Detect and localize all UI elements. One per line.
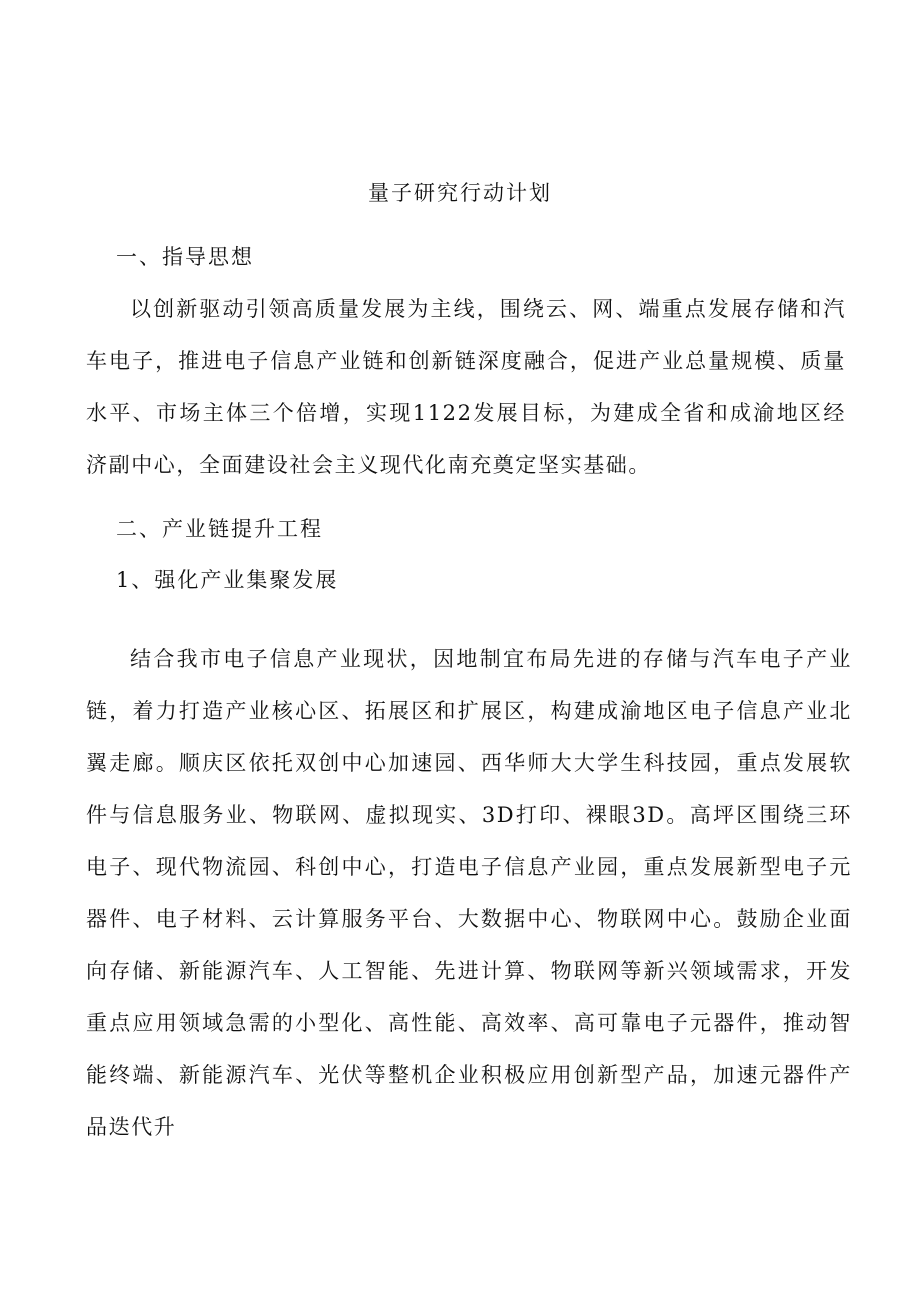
subsection-heading-industry-cluster: 1、强化产业集聚发展 <box>116 568 339 592</box>
section-paragraph-industry-cluster: 结合我市电子信息产业现状，因地制宜布局先进的存储与汽车电子产业链，着力打造产业核心区、拓展区和扩展区，构建成渝地区电子信息产业北翼走廊。顺庆区依托双创中心加速园、西华师大大学生科技园，重点发展软件与信息服务业、物联网、虚拟现实、3D打印、裸眼3D。高坪区围绕三环电子、现代物流园、科创中心，打造电子信息产业园，重点发展新型电子元器件、电子材料、云计算服务平台、大数据中心、物联网中心。鼓励企业面向存储、新能源汽车、人工智能、先进计算、物联网等新兴领域需求，开发重点应用领域急需的小型化、高性能、高效率、高可靠电子元器件，推动智能终端、新能源汽车、光伏等整机企业积极应用创新型产品，加速元器件产品迭代升 <box>86 647 852 1139</box>
document-title: 量子研究行动计划 <box>368 181 552 205</box>
section-heading-guiding-ideology: 一、指导思想 <box>116 245 254 269</box>
section-heading-industry-chain: 二、产业链提升工程 <box>116 517 323 541</box>
section-paragraph-guiding-ideology: 以创新驱动引领高质量发展为主线，围绕云、网、端重点发展存储和汽车电子，推进电子信息产业链和创新链深度融合，促进产业总量规模、质量水平、市场主体三个倍增，实现1122发展目标，为建成全省和成渝地区经济副中心，全面建设社会主义现代化南充奠定坚实基础。 <box>86 297 846 477</box>
